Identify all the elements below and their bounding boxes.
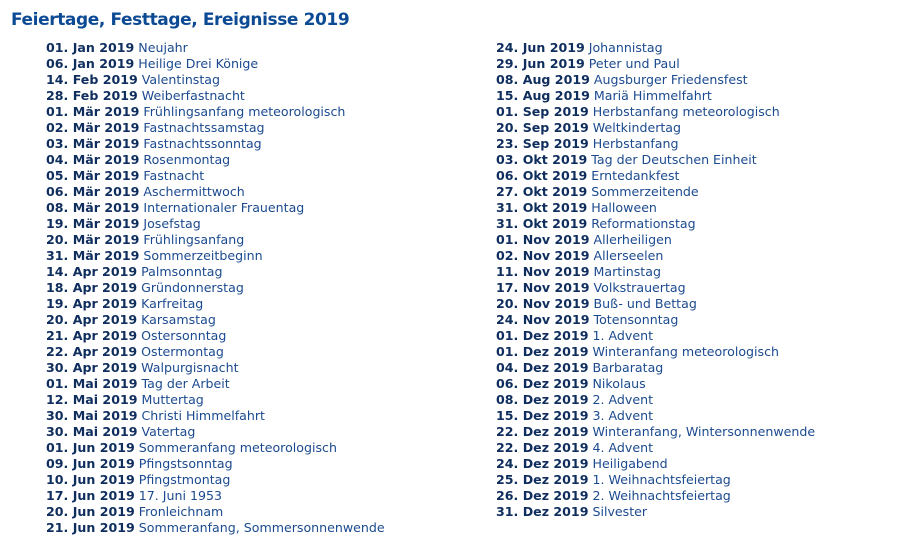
holiday-date: 20. Mär 2019	[46, 232, 140, 247]
holiday-date: 30. Mai 2019	[46, 408, 138, 423]
holiday-entry	[496, 136, 815, 152]
holiday-name: Sommeranfang, Sommersonnenwende	[138, 520, 385, 535]
holiday-entry	[46, 312, 385, 328]
holiday-entry	[496, 248, 815, 264]
holiday-date: 17. Jun 2019	[46, 488, 135, 503]
holiday-name: Palmsonntag	[141, 264, 223, 279]
holiday-entry	[46, 120, 385, 136]
holiday-date: 05. Mär 2019	[46, 168, 140, 183]
holiday-date: 04. Mär 2019	[46, 152, 140, 167]
holiday-name: Totensonntag	[593, 312, 679, 327]
holiday-entry	[496, 440, 815, 456]
holiday-date: 01. Nov 2019	[496, 232, 590, 247]
holiday-name: Karsamstag	[141, 312, 216, 327]
holiday-name: Tag der Arbeit	[141, 376, 230, 391]
holiday-entry	[46, 136, 385, 152]
holiday-entry	[496, 392, 815, 408]
holiday-entry	[496, 376, 815, 392]
holiday-name: Walpurgisnacht	[141, 360, 239, 375]
holiday-entry	[496, 328, 815, 344]
holiday-name: Augsburger Friedensfest	[593, 72, 748, 87]
holiday-date: 20. Jun 2019	[46, 504, 135, 519]
holiday-date: 01. Dez 2019	[496, 328, 589, 343]
holiday-name: Vatertag	[141, 424, 196, 439]
holiday-entry	[496, 56, 815, 72]
holiday-name: 17. Juni 1953	[138, 488, 223, 503]
holiday-date: 06. Jan 2019	[46, 56, 135, 71]
holiday-date: 14. Feb 2019	[46, 72, 138, 87]
holiday-entry	[496, 360, 815, 376]
holiday-entry	[496, 472, 815, 488]
holiday-name: Rosenmontag	[143, 152, 231, 167]
holiday-entry	[46, 88, 385, 104]
holiday-name: Erntedankfest	[591, 168, 680, 183]
holiday-name: Valentinstag	[141, 72, 221, 87]
holiday-entry	[46, 376, 385, 392]
holiday-entry	[46, 168, 385, 184]
holiday-entry	[46, 248, 385, 264]
holiday-entry	[496, 408, 815, 424]
holiday-name: Silvester	[592, 504, 648, 519]
holiday-date: 18. Apr 2019	[46, 280, 138, 295]
holiday-date: 01. Jan 2019	[46, 40, 135, 55]
holiday-name: Weiberfastnacht	[141, 88, 245, 103]
holiday-entry	[46, 392, 385, 408]
holiday-date: 30. Mai 2019	[46, 424, 138, 439]
holiday-entry	[496, 40, 815, 56]
holiday-entry	[496, 72, 815, 88]
holiday-date: 06. Mär 2019	[46, 184, 140, 199]
holiday-date: 15. Dez 2019	[496, 408, 589, 423]
holiday-date: 19. Apr 2019	[46, 296, 138, 311]
holiday-date: 20. Nov 2019	[496, 296, 590, 311]
holiday-entry	[496, 88, 815, 104]
holiday-name: Sommeranfang meteorologisch	[138, 440, 337, 455]
holiday-entry	[46, 56, 385, 72]
holiday-entry	[46, 264, 385, 280]
holiday-entry	[46, 488, 385, 504]
holiday-date: 02. Mär 2019	[46, 120, 140, 135]
holiday-name: 1. Weihnachtsfeiertag	[592, 472, 731, 487]
holiday-name: 1. Advent	[592, 328, 654, 343]
holiday-name: Barbaratag	[592, 360, 664, 375]
holiday-name: Neujahr	[138, 40, 188, 55]
holiday-name: Fastnachtssonntag	[143, 136, 262, 151]
holiday-date: 09. Jun 2019	[46, 456, 135, 471]
holiday-name: Aschermittwoch	[143, 184, 245, 199]
holiday-entry	[496, 264, 815, 280]
holiday-date: 11. Nov 2019	[496, 264, 590, 279]
holiday-name: Heilige Drei Könige	[138, 56, 259, 71]
holiday-name: Pfingstsonntag	[138, 456, 233, 471]
holiday-name: Fronleichnam	[138, 504, 224, 519]
holiday-date: 26. Dez 2019	[496, 488, 589, 503]
holiday-entry	[46, 504, 385, 520]
holiday-name: Frühlingsanfang	[143, 232, 245, 247]
holiday-entry	[46, 280, 385, 296]
holiday-name: Winteranfang, Wintersonnenwende	[592, 424, 816, 439]
holiday-date: 06. Dez 2019	[496, 376, 589, 391]
holiday-date: 24. Jun 2019	[496, 40, 585, 55]
holiday-entry	[46, 520, 385, 536]
holiday-name: Reformationstag	[591, 216, 696, 231]
holiday-name: Tag der Deutschen Einheit	[591, 152, 757, 167]
holiday-date: 08. Mär 2019	[46, 200, 140, 215]
holiday-entry	[46, 440, 385, 456]
holiday-date: 22. Apr 2019	[46, 344, 138, 359]
holiday-entry	[496, 312, 815, 328]
holiday-list-right	[496, 40, 815, 520]
holiday-entry	[496, 296, 815, 312]
holiday-entry	[496, 104, 815, 120]
holiday-name: Josefstag	[143, 216, 201, 231]
holiday-name: Nikolaus	[592, 376, 646, 391]
holiday-date: 03. Mär 2019	[46, 136, 140, 151]
holiday-name: Herbstanfang meteorologisch	[592, 104, 780, 119]
holiday-name: Peter und Paul	[588, 56, 680, 71]
holiday-date: 31. Okt 2019	[496, 200, 588, 215]
holiday-date: 01. Mär 2019	[46, 104, 140, 119]
holiday-entry	[46, 104, 385, 120]
holiday-entry	[496, 280, 815, 296]
holiday-entry	[496, 152, 815, 168]
holiday-entry	[46, 456, 385, 472]
holiday-date: 25. Dez 2019	[496, 472, 589, 487]
holiday-entry	[496, 344, 815, 360]
holiday-entry	[46, 40, 385, 56]
holiday-date: 01. Dez 2019	[496, 344, 589, 359]
holiday-name: Karfreitag	[141, 296, 204, 311]
holiday-name: Ostersonntag	[141, 328, 227, 343]
holiday-date: 01. Mai 2019	[46, 376, 138, 391]
holiday-date: 28. Feb 2019	[46, 88, 138, 103]
holiday-name: Volkstrauertag	[593, 280, 686, 295]
holiday-name: 3. Advent	[592, 408, 654, 423]
holiday-name: Frühlingsanfang meteorologisch	[143, 104, 346, 119]
holiday-date: 08. Dez 2019	[496, 392, 589, 407]
holiday-name: Fastnacht	[143, 168, 205, 183]
holiday-name: Buß- und Bettag	[593, 296, 697, 311]
holiday-entry	[496, 488, 815, 504]
holiday-name: 2. Advent	[592, 392, 654, 407]
holiday-entry	[46, 472, 385, 488]
holiday-entry	[46, 72, 385, 88]
holiday-name: Allerseelen	[593, 248, 664, 263]
holiday-entry	[496, 456, 815, 472]
holiday-entry	[496, 232, 815, 248]
holiday-name: Muttertag	[141, 392, 204, 407]
holiday-date: 06. Okt 2019	[496, 168, 588, 183]
holiday-date: 14. Apr 2019	[46, 264, 138, 279]
holiday-date: 29. Jun 2019	[496, 56, 585, 71]
holiday-date: 19. Mär 2019	[46, 216, 140, 231]
holiday-entry	[46, 328, 385, 344]
holiday-entry	[496, 120, 815, 136]
holiday-list-left	[46, 40, 385, 536]
holiday-entry	[496, 200, 815, 216]
holiday-name: Fastnachtssamstag	[143, 120, 265, 135]
holiday-date: 03. Okt 2019	[496, 152, 588, 167]
holiday-date: 15. Aug 2019	[496, 88, 590, 103]
holiday-entry	[46, 152, 385, 168]
holiday-name: Internationaler Frauentag	[143, 200, 305, 215]
holiday-entry	[46, 184, 385, 200]
holiday-date: 04. Dez 2019	[496, 360, 589, 375]
holiday-date: 10. Jun 2019	[46, 472, 135, 487]
holiday-entry	[46, 200, 385, 216]
holiday-entry	[46, 424, 385, 440]
holiday-date: 17. Nov 2019	[496, 280, 590, 295]
holiday-name: Halloween	[591, 200, 657, 215]
holiday-entry	[46, 344, 385, 360]
holiday-date: 01. Jun 2019	[46, 440, 135, 455]
holiday-entry	[46, 216, 385, 232]
holiday-name: Martinstag	[593, 264, 661, 279]
holiday-entry	[496, 424, 815, 440]
holiday-date: 24. Dez 2019	[496, 456, 589, 471]
holiday-name: Christi Himmelfahrt	[141, 408, 265, 423]
holiday-date: 08. Aug 2019	[496, 72, 590, 87]
holiday-name: Allerheiligen	[593, 232, 672, 247]
holiday-date: 12. Mai 2019	[46, 392, 138, 407]
holiday-entry	[46, 232, 385, 248]
holiday-date: 22. Dez 2019	[496, 424, 589, 439]
holiday-name: 4. Advent	[592, 440, 654, 455]
holiday-name: Heiligabend	[592, 456, 668, 471]
holiday-date: 01. Sep 2019	[496, 104, 589, 119]
holiday-date: 02. Nov 2019	[496, 248, 590, 263]
holiday-entry	[46, 408, 385, 424]
holiday-entry	[496, 168, 815, 184]
holiday-entry	[496, 216, 815, 232]
holiday-date: 31. Dez 2019	[496, 504, 589, 519]
holiday-name: Gründonnerstag	[141, 280, 244, 295]
holiday-name: Herbstanfang	[592, 136, 679, 151]
holiday-entry	[46, 360, 385, 376]
holiday-date: 24. Nov 2019	[496, 312, 590, 327]
holiday-date: 23. Sep 2019	[496, 136, 589, 151]
holiday-date: 27. Okt 2019	[496, 184, 588, 199]
holiday-name: Johannistag	[588, 40, 663, 55]
holiday-name: Winteranfang meteorologisch	[592, 344, 780, 359]
holiday-date: 21. Apr 2019	[46, 328, 138, 343]
holiday-name: Mariä Himmelfahrt	[593, 88, 712, 103]
holiday-date: 31. Mär 2019	[46, 248, 140, 263]
holiday-name: Pfingstmontag	[138, 472, 231, 487]
holiday-date: 22. Dez 2019	[496, 440, 589, 455]
holiday-entry	[496, 504, 815, 520]
holiday-name: 2. Weihnachtsfeiertag	[592, 488, 731, 503]
holiday-entry	[46, 296, 385, 312]
holiday-entry	[496, 184, 815, 200]
holiday-name: Weltkindertag	[592, 120, 682, 135]
page-title: Feiertage, Festtage, Ereignisse 2019	[11, 10, 350, 30]
holiday-date: 20. Apr 2019	[46, 312, 138, 327]
holiday-name: Sommerzeitende	[591, 184, 699, 199]
holiday-name: Ostermontag	[141, 344, 224, 359]
holiday-date: 20. Sep 2019	[496, 120, 589, 135]
holiday-date: 31. Okt 2019	[496, 216, 588, 231]
holiday-name: Sommerzeitbeginn	[143, 248, 263, 263]
holiday-date: 21. Jun 2019	[46, 520, 135, 535]
holiday-date: 30. Apr 2019	[46, 360, 138, 375]
